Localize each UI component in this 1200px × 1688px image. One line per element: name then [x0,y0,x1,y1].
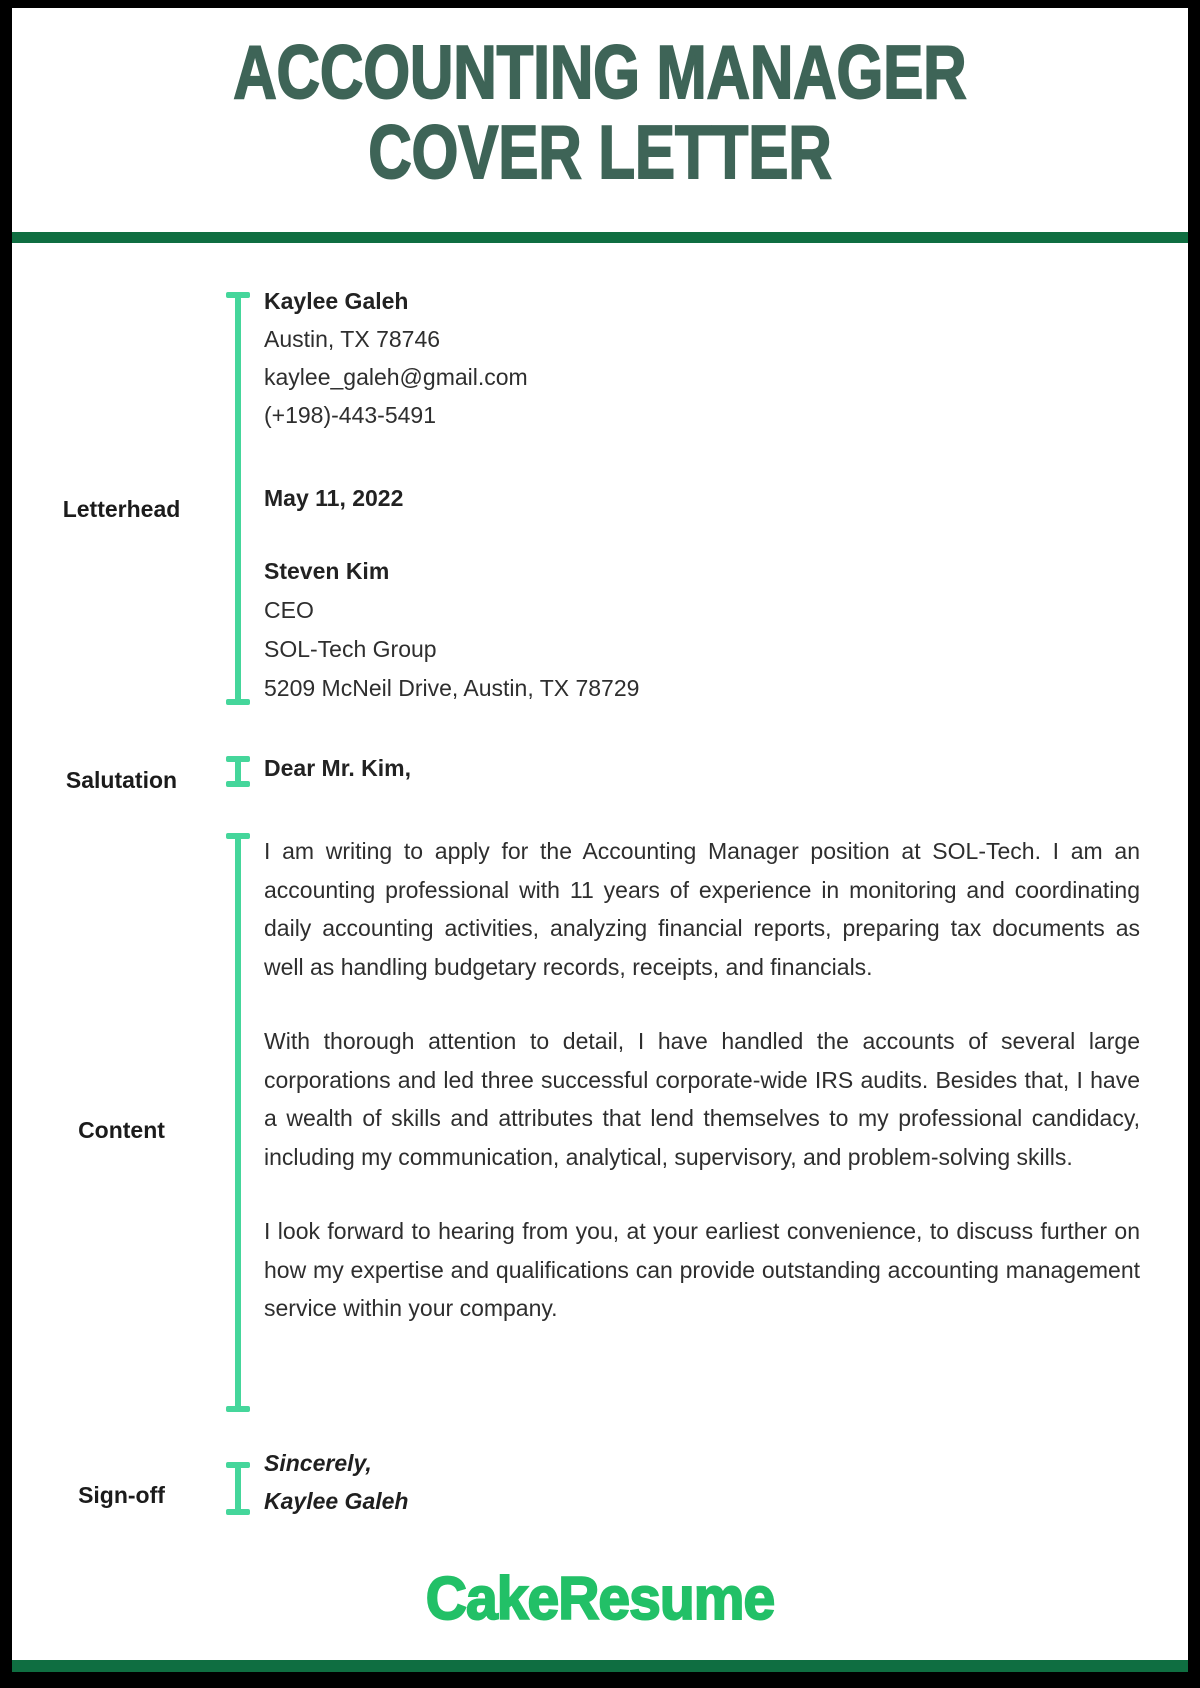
page-title-line-1: ACCOUNTING MANAGER [233,30,967,114]
recipient-block [264,552,1140,708]
sender-name: Kaylee Galeh [264,288,409,314]
salutation-text: Dear Mr. Kim, [264,755,411,781]
signoff-closing: Sincerely, [264,1450,372,1476]
recipient-name: Steven Kim [264,558,390,584]
sender-email: kaylee_galeh@gmail.com [264,364,528,390]
letter-date-block [264,479,1140,517]
paragraph-2: With thorough attention to detail, I have handled the accounts of several large corporations and led three successful corporate-wide IRS audits. Besides that, I have a wealth of skills and attributes that lend themselves to my professional candidacy, including my communication, analytical, supervisory, and problem-solving skills. [264,1028,1140,1170]
signoff-name: Kaylee Galeh [264,1488,409,1514]
signoff-label: Sign-off [78,1482,165,1508]
recipient-address: 5209 McNeil Drive, Austin, TX 78729 [264,675,640,701]
letter-date: May 11, 2022 [264,485,404,511]
content-label: Content [78,1117,165,1143]
signoff-bracket [235,1462,241,1515]
bottom-divider-bar [12,1660,1188,1672]
content-paragraphs [264,832,1140,1328]
top-divider-bar [12,232,1188,243]
content-bracket [235,833,241,1412]
letterhead-bracket [235,292,241,705]
page-title [130,32,1071,192]
sender-phone: (+198)-443-5491 [264,402,436,428]
salutation-label: Salutation [65,767,178,793]
paragraph-1: I am writing to apply for the Accounting Manager position at SOL-Tech. I am an accounting professional with 11 years of experience in monitoring and coordinating daily accounting activities, analyzing financial reports, preparing tax documents as well as handling budgetary records, receipts, and financials. [264,838,1140,980]
salutation-block [264,749,1140,787]
paragraph-3: I look forward to hearing from you, at your earliest convenience, to discuss further on how my expertise and qualifications can provide outstanding accounting management service within your company. [264,1218,1140,1321]
page-title-line-2: COVER LETTER [368,110,832,194]
recipient-title: CEO [264,597,314,623]
sender-contact-block [264,282,1140,434]
salutation-bracket [235,756,241,787]
signoff-block [264,1444,1140,1520]
letterhead-label: Letterhead [62,496,181,522]
recipient-company: SOL-Tech Group [264,636,437,662]
sender-location: Austin, TX 78746 [264,326,441,352]
cakeresume-logo: CakeResume [425,1565,775,1632]
